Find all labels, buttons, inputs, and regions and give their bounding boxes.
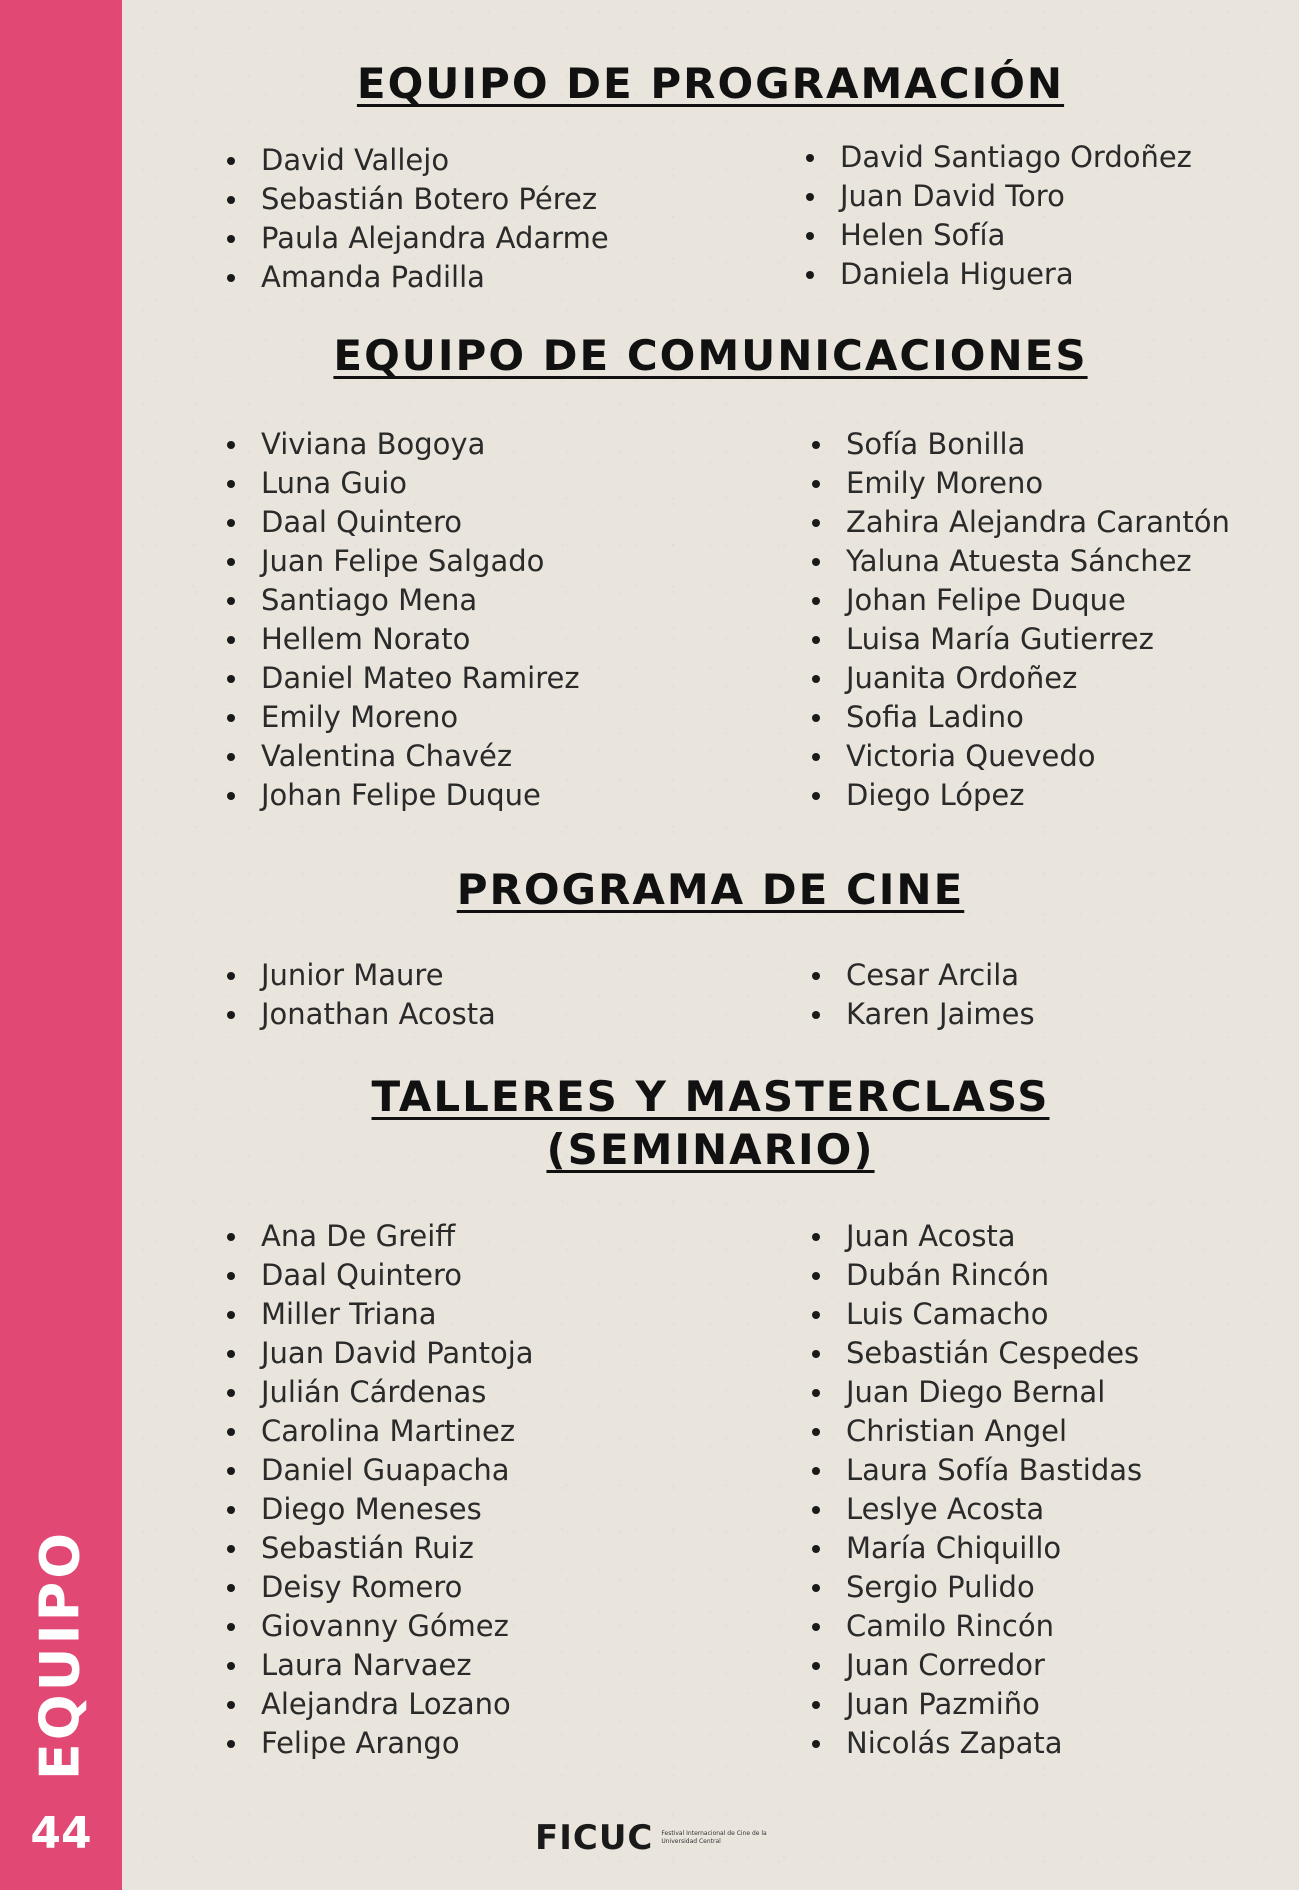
list-item: Christian Angel	[846, 1412, 1142, 1451]
heading-programa-cine: PROGRAMA DE CINE	[456, 865, 965, 914]
heading-talleres: TALLERES Y MASTERCLASS	[371, 1072, 1050, 1121]
page-number: 44	[30, 1808, 92, 1859]
list-item: Ana De Greiff	[261, 1217, 534, 1256]
list-item: Giovanny Gómez	[261, 1607, 534, 1646]
list-item: Laura Narvaez	[261, 1646, 534, 1685]
list-item: Juan Pazmiño	[846, 1685, 1142, 1724]
list-item: Viviana Bogoya	[261, 425, 580, 464]
list-talleres-left	[223, 1217, 534, 1763]
list-item: Carolina Martinez	[261, 1412, 534, 1451]
list-item: Daniela Higuera	[840, 255, 1192, 294]
list-item: Juan Acosta	[846, 1217, 1142, 1256]
section-label: EQUIPO	[28, 1529, 92, 1781]
list-item: Felipe Arango	[261, 1724, 534, 1763]
list-item: Junior Maure	[261, 956, 496, 995]
list-item: Amanda Padilla	[261, 258, 609, 297]
list-item: Daal Quintero	[261, 1256, 534, 1295]
list-item: Yaluna Atuesta Sánchez	[846, 542, 1230, 581]
list-item: Valentina Chavéz	[261, 737, 580, 776]
list-item: Daniel Mateo Ramirez	[261, 659, 580, 698]
list-programacion-right	[802, 138, 1192, 294]
list-item: Paula Alejandra Adarme	[261, 219, 609, 258]
list-item: Laura Sofía Bastidas	[846, 1451, 1142, 1490]
list-item: Cesar Arcila	[846, 956, 1035, 995]
list-item: Sebastián Cespedes	[846, 1334, 1142, 1373]
list-cine-left	[223, 956, 496, 1034]
list-cine-right	[808, 956, 1035, 1034]
list-item: Daal Quintero	[261, 503, 580, 542]
list-item: David Vallejo	[261, 141, 609, 180]
list-item: Juan David Toro	[840, 177, 1192, 216]
list-item: Santiago Mena	[261, 581, 580, 620]
list-item: Diego López	[846, 776, 1230, 815]
list-item: Emily Moreno	[261, 698, 580, 737]
list-item: Nicolás Zapata	[846, 1724, 1142, 1763]
list-item: Juan Diego Bernal	[846, 1373, 1142, 1412]
list-item: Helen Sofía	[840, 216, 1192, 255]
list-comunicaciones-right	[808, 425, 1230, 815]
list-item: Deisy Romero	[261, 1568, 534, 1607]
list-item: Sofía Bonilla	[846, 425, 1230, 464]
list-item: Alejandra Lozano	[261, 1685, 534, 1724]
list-item: Miller Triana	[261, 1295, 534, 1334]
heading-programacion: EQUIPO DE PROGRAMACIÓN	[356, 59, 1065, 108]
list-item: Daniel Guapacha	[261, 1451, 534, 1490]
list-item: Camilo Rincón	[846, 1607, 1142, 1646]
list-item: Luna Guio	[261, 464, 580, 503]
list-item: David Santiago Ordoñez	[840, 138, 1192, 177]
list-programacion-left	[223, 141, 609, 297]
list-item: Juan Corredor	[846, 1646, 1142, 1685]
list-comunicaciones-left	[223, 425, 580, 815]
list-item: Juan David Pantoja	[261, 1334, 534, 1373]
list-item: Luis Camacho	[846, 1295, 1142, 1334]
sidebar	[0, 0, 122, 1890]
list-item: Victoria Quevedo	[846, 737, 1230, 776]
list-item: Sofia Ladino	[846, 698, 1230, 737]
list-item: Diego Meneses	[261, 1490, 534, 1529]
footer-subtitle: Festival Internacional de Cine de la Universidad Central	[661, 1830, 767, 1845]
list-talleres-right	[808, 1217, 1142, 1763]
list-item: Luisa María Gutierrez	[846, 620, 1230, 659]
list-item: Leslye Acosta	[846, 1490, 1142, 1529]
list-item: Juan Felipe Salgado	[261, 542, 580, 581]
heading-seminario: (SEMINARIO)	[546, 1125, 875, 1174]
footer-brand: FICUC	[535, 1818, 654, 1858]
list-item: Julián Cárdenas	[261, 1373, 534, 1412]
list-item: Juanita Ordoñez	[846, 659, 1230, 698]
list-item: Sergio Pulido	[846, 1568, 1142, 1607]
list-item: Dubán Rincón	[846, 1256, 1142, 1295]
footer-logo	[535, 1818, 771, 1858]
list-item: Jonathan Acosta	[261, 995, 496, 1034]
list-item: Johan Felipe Duque	[846, 581, 1230, 620]
list-item: Zahira Alejandra Carantón	[846, 503, 1230, 542]
heading-comunicaciones: EQUIPO DE COMUNICACIONES	[333, 331, 1088, 380]
list-item: Sebastián Ruiz	[261, 1529, 534, 1568]
list-item: Hellem Norato	[261, 620, 580, 659]
list-item: María Chiquillo	[846, 1529, 1142, 1568]
list-item: Emily Moreno	[846, 464, 1230, 503]
list-item: Karen Jaimes	[846, 995, 1035, 1034]
list-item: Sebastián Botero Pérez	[261, 180, 609, 219]
list-item: Johan Felipe Duque	[261, 776, 580, 815]
